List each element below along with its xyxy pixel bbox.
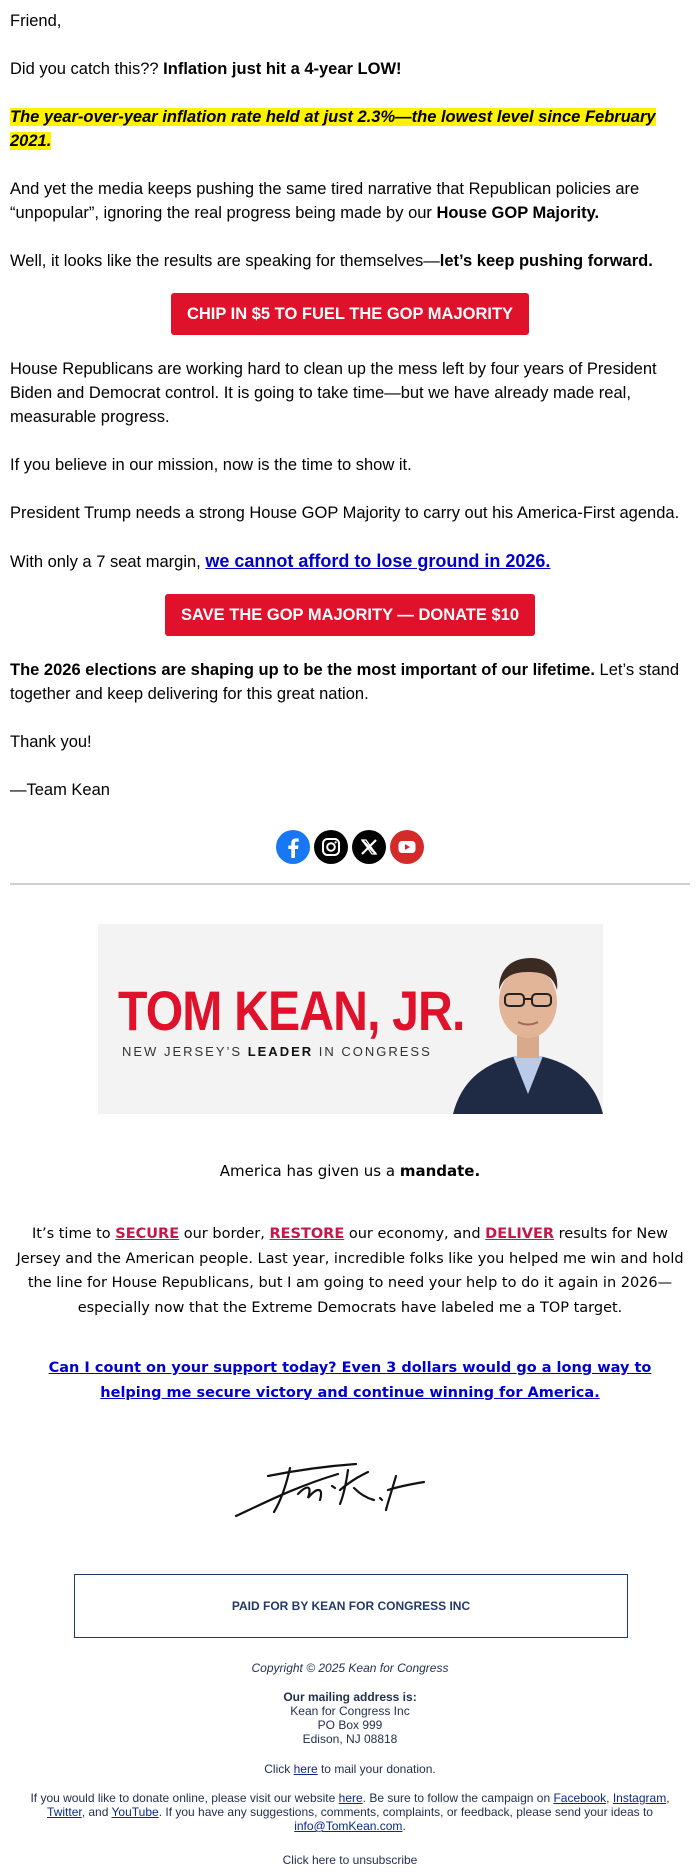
facebook-link[interactable]: Facebook [553, 1791, 607, 1805]
facebook-icon[interactable] [276, 830, 310, 864]
donate-10-button[interactable]: SAVE THE GOP MAJORITY — DONATE $10 [165, 594, 535, 636]
elections-paragraph: The 2026 elections are shaping up to be the most important of our lifetime. Let’s stand together and keep delivering for this great nation. [10, 661, 680, 703]
house-republicans-paragraph: House Republicans are working hard to clean up the mess left by four years of President Biden and Democrat control. It is going to take time—but we have already made real, measurable progress. [10, 360, 657, 426]
copyright: Copyright © 2025 Kean for Congress [251, 1661, 449, 1675]
lose-ground-link[interactable]: we cannot afford to lose ground in 2026. [205, 551, 551, 571]
secure-word: SECURE [115, 1226, 180, 1242]
signature [228, 1446, 468, 1526]
instagram-link[interactable]: Instagram [612, 1791, 667, 1805]
signoff: —Team Kean [10, 781, 110, 799]
intro-paragraph: Did you catch this?? Inflation just hit a 4-year LOW! [10, 60, 402, 78]
online-donation-paragraph: If you would like to donate online, please visit our website here. Be sure to follow the campaign on Facebook, Instagram, Twitter, and YouTube. If you have any suggestions, comments, complaints, or feedback, please send your ideas to info@TomKean.com. [30, 1791, 670, 1833]
website-here-link[interactable]: here [338, 1791, 363, 1805]
paid-for-box: PAID FOR BY KEAN FOR CONGRESS INC [74, 1574, 628, 1638]
candidate-portrait [453, 924, 603, 1114]
social-icons [0, 830, 700, 866]
x-icon[interactable] [352, 830, 386, 864]
banner-name: TOM KEAN, JR. [118, 979, 465, 1042]
twitter-link[interactable]: Twitter [47, 1805, 82, 1819]
margin-paragraph: With only a 7 seat margin, we cannot afford to lose ground in 2026. [10, 551, 551, 571]
highlight-paragraph [10, 105, 690, 153]
thank-you: Thank you! [10, 733, 92, 751]
mail-here-link[interactable]: here [293, 1762, 318, 1776]
mandate-line: America has given us a mandate. [219, 1162, 481, 1180]
mission-paragraph: If you believe in our mission, now is the time to show it. [10, 456, 412, 474]
media-paragraph: And yet the media keeps pushing the same tired narrative that Republican policies are “unpopular”, ignoring the real progress being made by our House GOP Majority. [10, 180, 640, 222]
letter-paragraph: It’s time to SECURE our border, RESTORE our economy, and DELIVER results for New Jersey and the American people. Last year, incredible folks like you helped me win and hold the line for House Republicans, but I am going to need your help to do it again in 2026—especially now that the Extreme Democrats have labeled me a TOP target. [16, 1226, 684, 1316]
unsubscribe-link[interactable]: Click here to unsubscribe [282, 1853, 418, 1867]
trump-paragraph: President Trump needs a strong House GOP Majority to carry out his America-First agenda. [10, 504, 680, 522]
youtube-link[interactable]: YouTube [111, 1805, 159, 1819]
email-link[interactable]: info@TomKean.com [294, 1819, 403, 1833]
candidate-banner [98, 924, 603, 1114]
youtube-icon[interactable] [390, 830, 424, 864]
intro-bold: Inflation just hit a 4-year LOW! [163, 60, 402, 78]
mailing-address: Our mailing address is: Kean for Congress Inc PO Box 999 Edison, NJ 08818 [283, 1690, 417, 1746]
banner-subtitle: NEW JERSEY’S LEADER IN CONGRESS [122, 1044, 432, 1059]
email-body [0, 0, 700, 802]
results-paragraph: Well, it looks like the results are speaking for themselves—let’s keep pushing forward. [10, 252, 653, 270]
restore-word: RESTORE [269, 1226, 345, 1242]
instagram-icon[interactable] [314, 830, 348, 864]
greeting: Friend, [10, 12, 62, 30]
support-ask [20, 1356, 680, 1405]
inflation-highlight: The year-over-year inflation rate held at just 2.3%—the lowest level since February 2021. [10, 108, 656, 150]
deliver-word: DELIVER [485, 1226, 555, 1242]
chip-in-5-button[interactable]: CHIP IN $5 TO FUEL THE GOP MAJORITY [171, 293, 529, 335]
mail-donation-line: Click here to mail your donation. [264, 1762, 436, 1776]
section-divider [10, 883, 690, 885]
support-ask-link[interactable]: Can I count on your support today? Even 3 dollars would go a long way to helping me secure victory and continue winning for America. [48, 1360, 652, 1401]
